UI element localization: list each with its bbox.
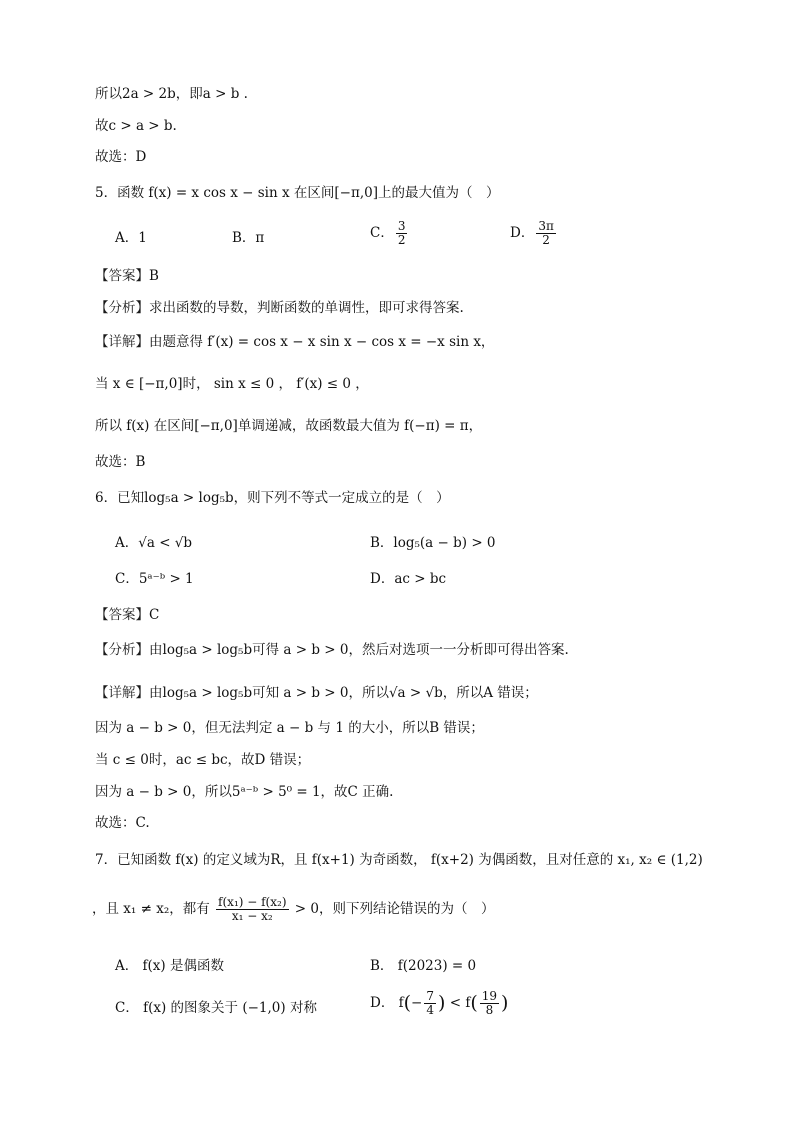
q6-detail [95,683,538,703]
q7-option-a: A． f(x) 是偶函数 [115,958,224,974]
line-select-d: 故选：D [95,149,147,165]
q6-detail-2: 因为 a − b > 0，但无法判定 a − b 与 1 的大小，所以B 错误； [95,720,484,736]
q5-option-c [370,220,409,247]
q7-d-mid: < f [449,995,471,1011]
q5-select: 故选：B [95,454,146,470]
q5-analysis [95,298,464,318]
q7-option-d: D． f(− $\frac{7}{4}$ ) < f( $\frac{19}{8}$ ) [370,989,509,1017]
q5-option-a: A．1 [115,230,147,246]
detail-tag: 【详解】 [95,685,149,701]
q5-d-den: 2 [542,233,550,247]
q6-option-b: B．log₅(a − b) > 0 [370,535,496,551]
q6-select: 故选：C. [95,815,150,831]
q5-answer [95,266,159,286]
q7-d-n2: 19 [481,989,498,1003]
q7-stem-2 [92,896,495,923]
q7-d-d1: 4 [426,1003,434,1017]
q6-detail-text: 由log₅a > log₅b可知 a > b > 0，所以√a > √b，所以A 错误； [149,685,538,701]
line-conclusion-1: 所以2a > 2b，即a > b . [95,86,248,102]
q6-detail-3: 当 c ≤ 0时，ac ≤ bc，故D 错误； [95,752,311,768]
q6-analysis [95,640,569,660]
paren-open: ( [403,992,412,1014]
q7-stem-2-pre: ，且 x₁ ≠ x₂，都有 [92,901,210,917]
q6-detail-4: 因为 a − b > 0，所以5ᵃ⁻ᵇ > 5⁰ = 1，故C 正确. [95,784,394,800]
q7-d-d2: 8 [485,1003,494,1017]
q7-stem: 7．已知函数 f(x) 的定义域为R，且 f(x+1) 为奇函数， f(x+2) 为偶函数，且对任意的 x₁, x₂ ∈ (1,2) [95,852,703,868]
q6-analysis-text: 由log₅a > log₅b可得 a > b > 0，然后对选项一一分析即可得出答案. [149,642,569,658]
q5-answer-value: B [149,268,159,284]
q7-frac-num: f(x₁) − f(x₂) [218,895,287,909]
q6-option-c: C．5ᵃ⁻ᵇ > 1 [115,571,194,587]
q6-option-a: A．√a < √b [115,535,193,551]
q5-option-d-label: D． [510,225,535,241]
q5-detail-3: 所以 f(x) 在区间[−π,0]单调递减，故函数最大值为 f(−π) = π， [95,418,483,434]
line-conclusion-2: 故c > a > b. [95,118,177,134]
q6-answer [95,605,159,625]
q7-d-n1: 7 [426,989,434,1003]
answer-tag: 【答案】 [95,268,149,284]
q6-option-d: D．ac > bc [370,571,447,587]
q7-d-label: D． f [370,995,404,1011]
q5-option-b: B．π [232,230,265,246]
q5-detail-2: 当 x ∈ [−π,0]时， sin x ≤ 0 ， f′(x) ≤ 0 ， [95,376,369,392]
analysis-tag: 【分析】 [95,300,149,316]
q5-c-den: 2 [397,233,406,247]
q5-option-d [510,220,558,247]
paren-close: ) [438,992,446,1014]
q5-detail-text: 由题意得 f′(x) = cos x − x sin x − cos x = −x sin x， [149,334,495,350]
analysis-tag: 【分析】 [95,642,149,658]
paren-open: ( [470,992,478,1014]
q5-c-num: 3 [397,219,406,233]
q7-frac-den: x₁ − x₂ [231,909,273,923]
q7-option-b: B． f(2023) = 0 [370,958,477,974]
q5-option-c-label: C． [370,225,394,241]
answer-tag: 【答案】 [95,607,149,623]
q5-analysis-text: 求出函数的导数，判断函数的单调性，即可求得答案. [149,300,464,316]
q5-stem: 5．函数 f(x) = x cos x − sin x 在区间[−π,0]上的最大值为（ ） [95,185,500,201]
q7-stem-2-post: > 0，则下列结论错误的为（ ） [294,901,495,917]
q5-d-num: 3π [538,219,554,233]
q6-answer-value: C [149,607,160,623]
q6-stem: 6．已知log₅a > log₅b，则下列不等式一定成立的是（ ） [95,490,450,506]
q5-detail [95,332,494,352]
q7-option-c: C． f(x) 的图象关于 (−1,0) 对称 [115,1000,317,1016]
paren-close: ) [501,992,509,1014]
detail-tag: 【详解】 [95,334,149,350]
